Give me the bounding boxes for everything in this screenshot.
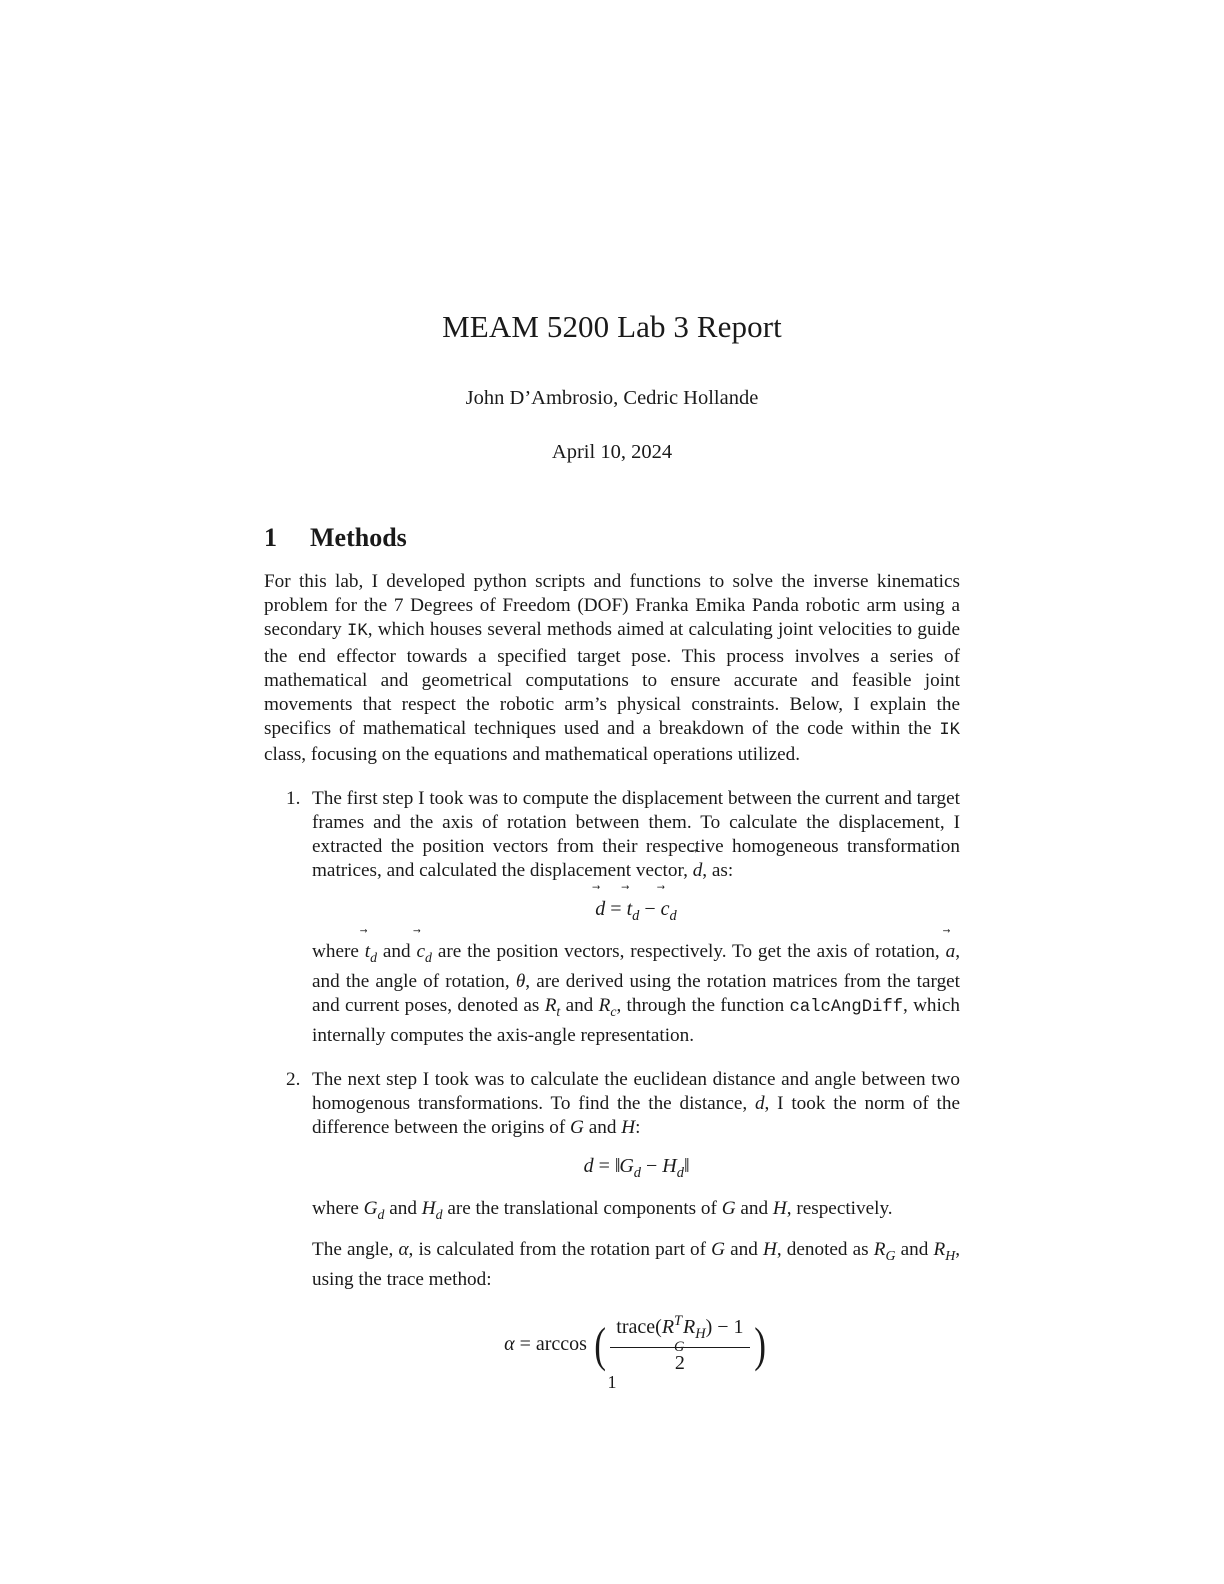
followup-vec-c: c: [416, 940, 426, 962]
step1-followup-end: , which internally computes the axis-angle representation.: [312, 994, 960, 1046]
para1-H: H: [772, 1197, 787, 1219]
para2-R-H: R: [933, 1239, 946, 1261]
step2-text-colon: :: [635, 1117, 641, 1138]
step2-para2-mid3: , denoted as: [776, 1239, 874, 1261]
step2-sym-G: G: [570, 1117, 584, 1138]
page-number-footer: 1: [607, 1372, 617, 1392]
equation-distance: $d = ‖G_d$ − $H_d‖$: [583, 1155, 689, 1182]
eq2-norm-close: ‖: [683, 1155, 689, 1178]
equation-angle-trace: [312, 1314, 960, 1376]
step1-followup-mid1: and: [377, 940, 417, 962]
step1-followup-mid2: are the position vectors, respectively. To get the axis of rotation,: [431, 940, 946, 962]
step2-text-after: , I took the norm of the difference between the origins of: [312, 1092, 960, 1138]
step2-followup-paragraph-2: The angle, α, is calculated from the rotation part of G and H, denoted as $R_G$ and $R_H$, using the trace method:: [312, 1239, 960, 1291]
step1-followup-paragraph: where $t_d$ and $c_d$ are the position vectors, respectively. To get the axis of rotation, a, and the angle of rotation, θ, are derived using the rotation matrices from the target and current poses, denoted as $R_t$ and $R_c$, through the function calcAngDiff, which internally computes the axis-angle representation.: [312, 940, 961, 1046]
eq1-vec-t: t: [626, 898, 633, 921]
step2-inline-d: d: [754, 1092, 765, 1114]
para2-H: H: [763, 1239, 777, 1261]
para1-G-d: G: [363, 1197, 378, 1219]
eq3-R-GT: R: [661, 1316, 675, 1339]
intro-text-part2: , which houses several methods aimed at calculating joint velocities to guide the end effector towards a specified target pose. This process involves a series of mathematical and geometrical computations to ensure accurate and feasible joint movements that respect the robotic arm’s physical constraints. Below, I explain the specifics of mathematical techniques used and a breakdown of the code within the: [264, 619, 960, 739]
eq3-alpha: α: [504, 1333, 515, 1356]
step2-text-before: The next step I took was to calculate the euclidean distance and angle between two homogenous transformations. To find the the distance,: [312, 1068, 960, 1114]
step2-sym-H: H: [621, 1117, 636, 1138]
title-block: [264, 0, 960, 466]
para1-G: G: [721, 1197, 736, 1219]
step2-para2-end: , using the trace method:: [312, 1239, 960, 1291]
step1-text-after: , as:: [702, 860, 734, 882]
followup-vec-a: a: [945, 940, 956, 962]
step1-paragraph: [312, 787, 960, 883]
step2-para1-end: , respectively.: [786, 1197, 893, 1219]
step2-para2-mid2: and: [725, 1239, 763, 1261]
list-item: [264, 1068, 960, 1377]
eq3-equals: =: [519, 1333, 531, 1356]
step1-followup-before: where: [312, 940, 365, 962]
eq1-minus: −: [644, 898, 656, 921]
section-number: 1: [264, 523, 277, 553]
step2-paragraph: [312, 1068, 960, 1140]
eq3-trace: trace: [616, 1316, 656, 1339]
step2-text-and: and: [583, 1117, 622, 1138]
para1-H-d: H: [421, 1197, 436, 1219]
step1-followup-mid4: , are derived using the rotation matrices from the target and current poses, denoted as: [312, 970, 961, 1016]
para2-R-G: R: [873, 1239, 886, 1261]
eq3-big-lparen: (: [594, 1317, 607, 1373]
step1-text-before: The first step I took was to compute the displacement between the current and target frames and the axis of rotation between them. To calculate the displacement, I extracted the position vectors from their respective homogeneous transformation matrices, and calculated the displacement vector,: [312, 787, 960, 882]
step2-para2-before: The angle,: [312, 1239, 399, 1261]
section-heading-methods: [264, 522, 960, 553]
followup-R-t: R: [544, 994, 557, 1016]
intro-text-part1: For this lab, I developed python scripts and functions to solve the inverse kinematics problem for the 7 Degrees of Freedom (DOF) Franka Emika Panda robotic arm using a secondary: [264, 571, 960, 641]
list-item: [264, 787, 960, 1048]
step2-para1-mid1: and: [384, 1197, 422, 1219]
equation-displacement: [312, 896, 960, 926]
followup-vec-t: t: [364, 940, 371, 962]
eq3-R-H: R: [682, 1316, 696, 1339]
step1-followup-mid6: , through the function: [616, 994, 790, 1016]
page-content: [264, 0, 960, 1397]
inline-code-ik-1: IK: [347, 622, 368, 642]
step2-para1-before: where: [312, 1197, 364, 1219]
eq2-H: H: [662, 1155, 677, 1178]
para2-G: G: [711, 1239, 726, 1261]
eq3-numerator: trace(R T G $R_H) - 1$: [610, 1314, 749, 1347]
eq1-sub-d-1: d: [632, 908, 640, 925]
step1-followup-mid3: , and the angle of rotation,: [312, 940, 960, 992]
eq3-denominator: 2: [674, 1351, 685, 1374]
list-marker-2: 2.: [286, 1068, 301, 1090]
eq3-arccos: arccos: [535, 1333, 587, 1356]
step2-para1-mid3: and: [735, 1197, 773, 1219]
followup-theta: θ: [515, 970, 526, 992]
eq2-minus: −: [646, 1155, 658, 1178]
list-marker-1: 1.: [286, 787, 301, 809]
inline-vector-d: d: [692, 860, 703, 882]
eq2-equals: =: [598, 1155, 610, 1178]
eq1-vec-c: c: [660, 898, 670, 921]
inline-code-calcangdiff: calcAngDiff: [789, 997, 903, 1017]
inline-code-ik-2: IK: [939, 720, 960, 740]
eq3-big-rparen: ): [753, 1317, 766, 1373]
step2-para2-mid1: , is calculated from the rotation part of: [408, 1239, 712, 1261]
intro-paragraph: [264, 570, 960, 767]
document-date: April 10, 2024: [551, 441, 673, 464]
eq1-vec-d: d: [595, 898, 606, 921]
eq1-sub-d-2: d: [669, 908, 677, 925]
followup-R-c: R: [598, 994, 611, 1016]
step2-para1-mid2: are the translational components of: [442, 1197, 722, 1219]
eq3-fraction: [610, 1314, 749, 1376]
step1-followup-mid5: and: [560, 994, 599, 1016]
eq2-G: G: [619, 1155, 634, 1178]
step2-followup-paragraph-1: where $G_d$ and $H_d$ are the translational components of G and H, respectively.: [312, 1197, 893, 1222]
eq2-d: d: [583, 1155, 594, 1178]
section-title: Methods: [310, 523, 407, 553]
step2-para2-mid4: and: [895, 1239, 934, 1261]
eq2-norm-open: ‖: [614, 1155, 620, 1178]
para2-alpha: α: [398, 1239, 409, 1261]
page-title: MEAM 5200 Lab 3 Report: [442, 309, 782, 344]
intro-text-part3: class, focusing on the equations and mathematical operations utilized.: [264, 743, 801, 765]
document-authors: John D’Ambrosio, Cedric Hollande: [465, 386, 759, 409]
methods-step-list: [264, 787, 960, 1377]
eq1-equals: =: [610, 898, 622, 921]
